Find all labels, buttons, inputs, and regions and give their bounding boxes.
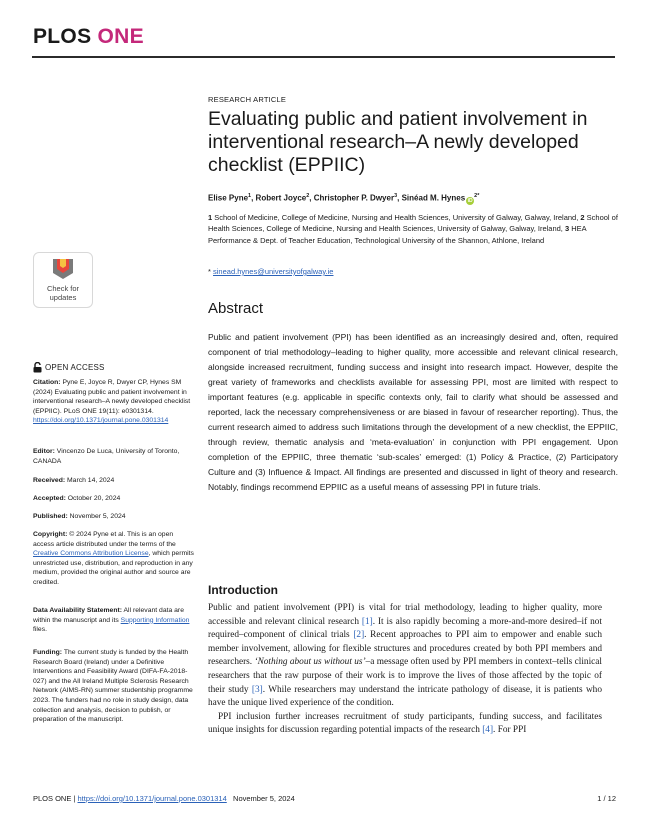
reference-link[interactable]: [1] xyxy=(361,616,373,627)
funding-block xyxy=(33,648,195,725)
citation-doi-link[interactable]: https://doi.org/10.1371/journal.pone.0301314 xyxy=(33,417,169,425)
abstract-heading: Abstract xyxy=(208,300,264,317)
received-value: March 14, 2024 xyxy=(65,477,115,484)
author-list xyxy=(208,193,618,205)
intro-quote: ‘Nothing about us without us’ xyxy=(254,657,366,668)
reference-link[interactable]: [2] xyxy=(353,630,365,641)
logo-one: ONE xyxy=(97,25,144,48)
intro-text: . It is also rapidly becoming a more-and-more desired–if not required–component of clinical trials xyxy=(208,616,602,641)
copyright-text-cont: , which permits unrestricted use, distribution, and reproduction in any medium, provided the original author and source are credited. xyxy=(33,550,194,586)
corresponding-mark: * xyxy=(477,193,480,199)
accepted-label: Accepted: xyxy=(33,495,66,502)
author-separator: , xyxy=(397,193,402,203)
reference-link[interactable]: [4] xyxy=(482,725,494,736)
affiliation-text: School of Medicine, College of Medicine, Nursing and Health Sciences, University of Galway, Galway, Ireland, xyxy=(212,213,581,222)
editor-block xyxy=(33,447,195,466)
accepted-value: October 20, 2024 xyxy=(65,495,121,502)
author-affiliation-mark: 2 xyxy=(306,193,310,199)
crossmark-icon xyxy=(49,257,77,281)
intro-text: Public and patient involvement (PPI) is vital for trial methodology, leading to higher quality, more accessible and relevant clinical research xyxy=(208,603,602,627)
affiliations xyxy=(208,212,618,246)
article-type: RESEARCH ARTICLE xyxy=(208,95,287,104)
author-separator: , xyxy=(309,193,314,203)
affiliation-text: School of Health Sciences, College of Medicine, Nursing and Health Sciences, University of Galway, Galway, Ireland, xyxy=(208,213,618,234)
author-name[interactable]: Christopher P. Dwyer xyxy=(313,193,395,203)
accepted-date xyxy=(33,494,195,504)
data-availability-label: Data Availability Statement: xyxy=(33,607,123,614)
author-name[interactable]: Elise Pyne xyxy=(208,193,249,203)
funding-text: The current study is funded by the Health Research Board (Ireland) under a Definitive Interventions and Feasibility Award (DIFA-FA-2018-027) and the All Ireland Multiple Sclerosis Research Network (AIMS-RN) summer studentship programme 2023. The funders had no role in study design, data collection and analysis, decision to publish, or preparation of the manuscript. xyxy=(33,649,193,724)
supporting-information-link[interactable]: Supporting Information xyxy=(120,616,190,624)
intro-text: . Recent approaches to PPI aim to empower and enable such member involvement, allowing for flexible structures and procedures created by both PPI members and researchers. xyxy=(208,630,603,668)
copyright-label: Copyright: xyxy=(33,531,68,538)
intro-text: –a message often used by PPI members in context–tells clinical researchers that the raw purpose of their work is to improve the lives of those affected by the topic of their study xyxy=(208,657,602,695)
data-availability-text: All relevant data are within the manuscript and its xyxy=(33,607,184,624)
funding-label: Funding: xyxy=(33,649,63,656)
abstract-text: Public and patient involvement (PPI) has been identified as an increasingly desired and, often, required component of trial methodology–leading to higher quality, more accessible and relevant clinical research, alongside increased recruitment, funding success and insight into research impact. However, despite the great variety of frameworks and checklists available for assessing PPI, most are limited with respect to important features (e.g. applicable in specific contexts only, fail to clarify what should be assessed and reported, lack the necessary comprehensiveness or are biased in favour of researcher reporting). Thus, the current research aimed to address such limitations through the development of a new checklist, the EPPIIC, through review, thematic analysis and ‘meta-evaluation’ in conjunction with PPI engagement. Upon completion of the EPPIIC, three thematic ‘sub-scales’ emerged: (1) Policy & Practice, (2) Participatory Culture and (3) Influence & Impact. All findings are presented and discussed in light of theory and research. Notably, findings recommend EPPIIC as a useful means of assessing PPI in future trials. xyxy=(208,332,618,492)
intro-text: PPI inclusion further increases recruitment of study participants, funding success, and facilitates unique insights for discussion regarding potential impacts of the research xyxy=(208,711,602,736)
open-access-text: OPEN ACCESS xyxy=(45,363,105,372)
author-name[interactable]: Sinéad M. Hynes xyxy=(401,193,466,203)
author-affiliation-mark: 2 xyxy=(474,193,478,199)
intro-paragraph-2 xyxy=(208,711,602,738)
logo-plos: PLOS xyxy=(33,25,92,48)
reference-link[interactable]: [3] xyxy=(251,684,263,695)
intro-paragraph-1 xyxy=(208,602,602,711)
editor-text: Vincenzo De Luca, University of Toronto, CANADA xyxy=(33,448,180,465)
data-availability-block xyxy=(33,606,195,635)
received-date xyxy=(33,476,195,486)
published-date xyxy=(33,512,195,522)
citation-block xyxy=(33,378,195,426)
correspondence xyxy=(208,267,333,276)
footer-journal: PLOS ONE xyxy=(33,794,72,803)
footer-separator: | xyxy=(71,794,78,803)
copyright-block xyxy=(33,530,195,588)
journal-logo xyxy=(33,25,144,49)
check-for-updates-badge[interactable] xyxy=(33,252,93,308)
author-separator: , xyxy=(251,193,256,203)
citation-text: Pyne E, Joyce R, Dwyer CP, Hynes SM (2024) Evaluating public and patient involvement in interventional research–A newly developed checklist (EPPIIC). PLoS ONE 19(11): e0301314. xyxy=(33,379,191,415)
editor-label: Editor: xyxy=(33,448,55,455)
page-footer xyxy=(33,794,616,803)
author-affiliation-mark: 1 xyxy=(248,193,252,199)
orcid-icon[interactable]: iD xyxy=(467,197,473,204)
badge-line-2: updates xyxy=(49,293,77,302)
intro-text: . While researchers may understand the intricate pathology of disease, it is patients who have the unique lived experience of the condition. xyxy=(208,684,602,709)
author-affiliation-mark: 3 xyxy=(394,193,398,199)
correspondence-email-link[interactable]: sinead.hynes@universityofgalway.ie xyxy=(213,267,334,276)
footer-date: November 5, 2024 xyxy=(233,794,295,803)
affiliation-number: 2 xyxy=(580,213,585,222)
copyright-text: © 2024 Pyne et al. This is an open access article distributed under the terms of the xyxy=(33,531,176,548)
published-value: November 5, 2024 xyxy=(67,513,126,520)
affiliation-text: HEA Performance & Dept. of Teacher Education, Technological University of the Shannon, Athlone, Ireland xyxy=(208,224,587,245)
data-availability-text-cont: files. xyxy=(33,626,47,634)
introduction-body xyxy=(208,602,602,738)
received-label: Received: xyxy=(33,477,66,484)
author-name[interactable]: Robert Joyce xyxy=(255,193,307,203)
open-lock-icon xyxy=(33,362,42,373)
open-access-label xyxy=(33,362,105,373)
badge-line-1: Check for xyxy=(46,284,80,293)
footer-doi-link[interactable]: https://doi.org/10.1371/journal.pone.0301314 xyxy=(77,794,227,803)
published-label: Published: xyxy=(33,513,68,520)
license-link[interactable]: Creative Commons Attribution License xyxy=(33,550,149,558)
badge-label xyxy=(34,284,92,302)
page-number: 1 / 12 xyxy=(597,794,616,803)
correspondence-mark: * xyxy=(208,267,214,276)
article-title: Evaluating public and patient involvement in interventional research–A newly developed checklist (EPPIIC) xyxy=(208,108,588,176)
affiliation-number: 1 xyxy=(208,213,213,222)
affiliation-number: 3 xyxy=(564,224,570,234)
introduction-heading: Introduction xyxy=(208,583,278,597)
intro-text: . For PPI xyxy=(493,725,527,736)
header-divider xyxy=(32,56,615,58)
citation-label: Citation: xyxy=(33,379,61,386)
